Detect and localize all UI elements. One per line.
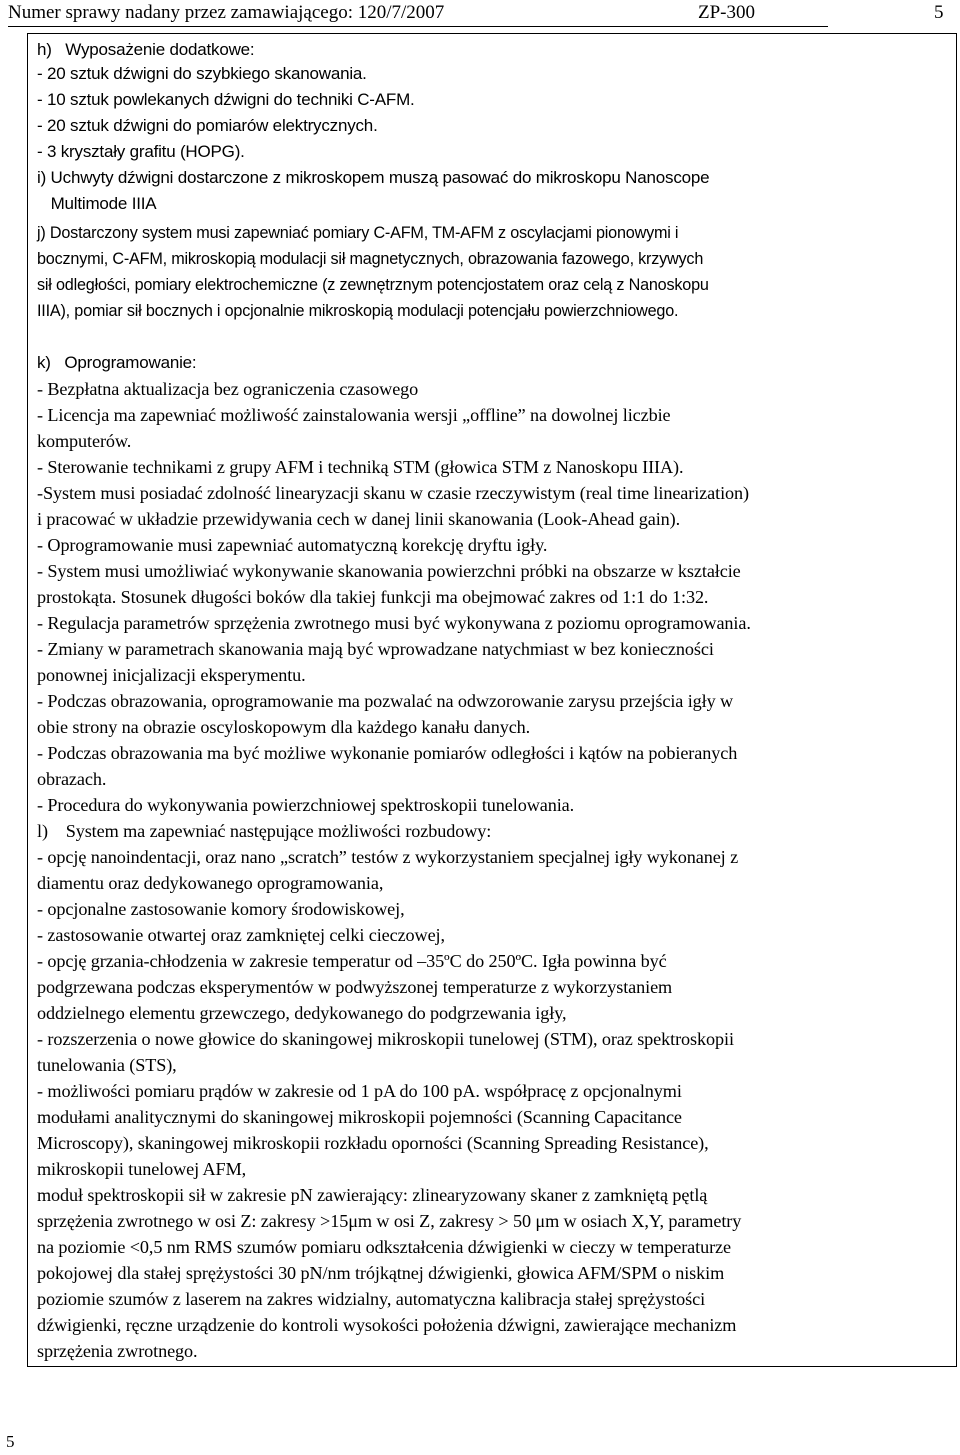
list-item: - Sterowanie technikami z grupy AFM i techniką STM (głowica STM z Nanoskopu IIIA). <box>37 457 684 477</box>
list-item: ponownej inicjalizacji eksperymentu. <box>37 665 306 685</box>
list-item: moduł spektroskopii sił w zakresie pN zawierający: zlinearyzowany skaner z zamkniętą pętlą <box>37 1185 708 1205</box>
list-item: - opcję nanoindentacji, oraz nano „scratch” testów z wykorzystaniem specjalnej igły wykonanej z <box>37 847 739 867</box>
list-item: diamentu oraz dedykowanego oprogramowania, <box>37 873 384 893</box>
section-i-text: i) Uchwyty dźwigni dostarczone z mikroskopem muszą pasować do mikroskopu Nanoscope <box>37 168 710 187</box>
section-j-text: bocznymi, C-AFM, mikroskopią modulacji sił magnetycznych, obrazowania fazowego, krzywych <box>37 250 704 268</box>
list-item: obie strony na obrazie oscyloskopowym dla każdego kanału danych. <box>37 717 531 737</box>
section-l-heading: l) System ma zapewniać następujące możliwości rozbudowy: <box>37 821 492 841</box>
page-header <box>8 2 948 28</box>
list-item: dźwigienki, ręczne urządzenie do kontroli wysokości położenia dźwigni, zawierające mechanizm <box>37 1315 737 1335</box>
list-item: tunelowania (STS), <box>37 1055 177 1075</box>
footer-page-number: 5 <box>6 1432 15 1451</box>
section-j-text: IIIA), pomiar sił bocznych i opcjonalnie mikroskopią modulacji potencjału powierzchniowego. <box>37 302 679 320</box>
list-item: - Procedura do wykonywania powierzchniowej spektroskopii tunelowania. <box>37 795 575 815</box>
list-item: modułami analitycznymi do skaningowej mikroskopii pojemności (Scanning Capacitance <box>37 1107 682 1127</box>
list-item: sprzężenia zwrotnego. <box>37 1341 198 1361</box>
list-item: Microscopy), skaningowej mikroskopii rozkładu oporności (Scanning Spreading Resistance), <box>37 1133 709 1153</box>
list-item: - możliwości pomiaru prądów w zakresie od 1 pA do 100 pA. współpracę z opcjonalnymi <box>37 1081 682 1101</box>
section-h-heading: h) Wyposażenie dodatkowe: <box>37 40 255 59</box>
header-rule <box>8 26 828 27</box>
case-number-label: Numer sprawy nadany przez zamawiającego: 120/7/2007 <box>8 2 445 23</box>
list-item: komputerów. <box>37 431 132 451</box>
list-item: - Oprogramowanie musi zapewniać automatyczną korekcję dryftu igły. <box>37 535 548 555</box>
list-item: - 10 sztuk powlekanych dźwigni do techniki C-AFM. <box>37 90 415 109</box>
list-item: na poziomie <0,5 nm RMS szumów pomiaru odkształcenia dźwigienki w cieczy w temperaturze <box>37 1237 731 1257</box>
list-item: podgrzewana podczas eksperymentów w podwyższonej temperaturze z wykorzystaniem <box>37 977 673 997</box>
section-j-text: sił odległości, pomiary elektrochemiczne (z zewnętrznym potencjostatem oraz celą z Nanoskopu <box>37 276 709 294</box>
list-item: poziomie szumów z laserem na zakres widzialny, automatyczna kalibracja stałej sprężystości <box>37 1289 706 1309</box>
section-i-text: Multimode IIIA <box>37 194 157 213</box>
list-item: - Podczas obrazowania ma być możliwe wykonanie pomiarów odległości i kątów na pobieranych <box>37 743 738 763</box>
list-item: - Zmiany w parametrach skanowania mają być wprowadzane natychmiast w bez konieczności <box>37 639 714 659</box>
list-item: - zastosowanie otwartej oraz zamkniętej celki cieczowej, <box>37 925 445 945</box>
list-item: sprzężenia zwrotnego w osi Z: zakresy >15μm w osi Z, zakresy > 50 μm w osiach X,Y, parametry <box>37 1211 742 1231</box>
list-item: pokojowej dla stałej sprężystości 30 pN/nm trójkątnej dźwigienki, głowica AFM/SPM o niskim <box>37 1263 725 1283</box>
list-item: - 20 sztuk dźwigni do szybkiego skanowania. <box>37 64 367 83</box>
list-item: i pracować w układzie przewidywania cech w danej linii skanowania (Look-Ahead gain). <box>37 509 681 529</box>
list-item: - rozszerzenia o nowe głowice do skaningowej mikroskopii tunelowej (STM), oraz spektroskopii <box>37 1029 734 1049</box>
header-page-number: 5 <box>934 2 944 23</box>
list-item: - Bezpłatna aktualizacja bez ograniczenia czasowego <box>37 379 419 399</box>
list-item: obrazach. <box>37 769 107 789</box>
document-code: ZP-300 <box>698 2 755 23</box>
list-item: oddzielnego elementu grzewczego, dedykowanego do podgrzewania igły, <box>37 1003 567 1023</box>
list-item: - Podczas obrazowania, oprogramowanie ma pozwalać na odwzorowanie zarysu przejścia igły w <box>37 691 734 711</box>
list-item: - 3 kryształy grafitu (HOPG). <box>37 142 245 161</box>
list-item: - System musi umożliwiać wykonywanie skanowania powierzchni próbki na obszarze w kształcie <box>37 561 741 581</box>
list-item: - 20 sztuk dźwigni do pomiarów elektrycznych. <box>37 116 378 135</box>
list-item: - Licencja ma zapewniać możliwość zainstalowania wersji „offline” na dowolnej liczbie <box>37 405 671 425</box>
section-k-heading: k) Oprogramowanie: <box>37 353 197 372</box>
section-j-text: j) Dostarczony system musi zapewniać pomiary C-AFM, TM-AFM z oscylacjami pionowymi i <box>37 224 679 242</box>
list-item: mikroskopii tunelowej AFM, <box>37 1159 247 1179</box>
list-item: - opcję grzania-chłodzenia w zakresie temperatur od –35ºC do 250ºC. Igła powinna być <box>37 951 667 971</box>
list-item: -System musi posiadać zdolność linearyzacji skanu w czasie rzeczywistym (real time linearization) <box>37 483 749 503</box>
list-item: - Regulacja parametrów sprzężenia zwrotnego musi być wykonywana z poziomu oprogramowania. <box>37 613 751 633</box>
list-item: - opcjonalne zastosowanie komory środowiskowej, <box>37 899 405 919</box>
list-item: prostokąta. Stosunek długości boków dla takiej funkcji ma obejmować zakres od 1:1 do 1:32. <box>37 587 709 607</box>
